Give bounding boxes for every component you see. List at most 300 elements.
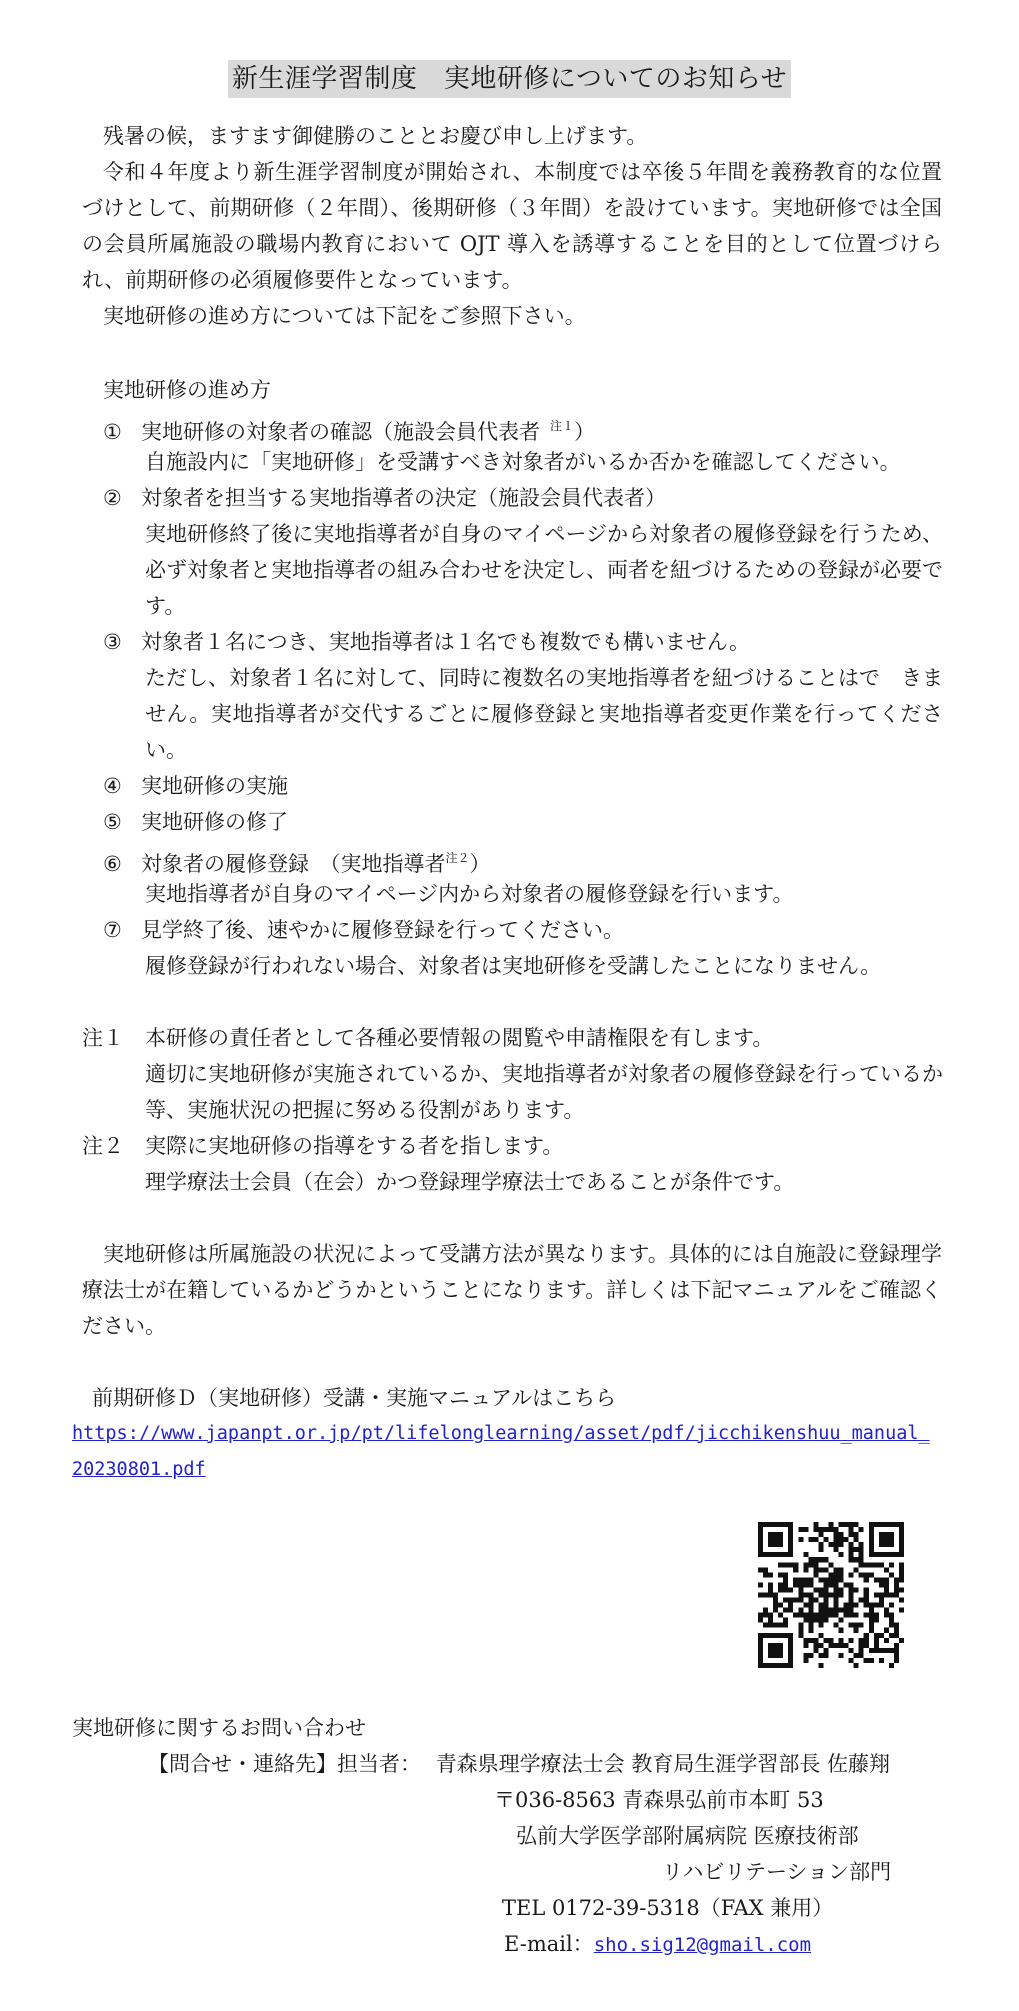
step-6-detail: 実地指導者が自身のマイページ内から対象者の履修登録を行います。 [145,882,794,906]
qr-module [758,1648,763,1653]
refer-text: 実地研修の進め方については下記をご参照下さい。 [103,304,586,328]
qr-module [818,1567,823,1572]
qr-module [834,1572,839,1577]
qr-module [788,1663,793,1668]
qr-module [813,1537,818,1542]
qr-module [768,1537,773,1542]
step-label: 実地研修の実施 [141,774,288,798]
qr-module [894,1648,899,1653]
qr-module [889,1532,894,1537]
qr-module [869,1547,874,1552]
qr-module [803,1582,808,1587]
qr-module [859,1552,864,1557]
method-paragraph: 実地研修は所属施設の状況によって受講方法が異なります。具体的には自施設に登録理学療法士が在籍しているかどうかということになります。詳しくは下記マニュアルをご確認ください。 [82,1242,942,1338]
qr-module [839,1608,844,1613]
qr-module [763,1522,768,1527]
qr-module [884,1577,889,1582]
qr-module [844,1643,849,1648]
qr-module [778,1532,783,1537]
qr-module [864,1643,869,1648]
qr-module [899,1562,904,1567]
qr-module [869,1613,874,1618]
qr-module [813,1562,818,1567]
qr-module [894,1577,899,1582]
step-label: 見学終了後、速やかに履修登録を行ってください。 [141,918,624,942]
qr-module [854,1547,859,1552]
qr-module [874,1618,879,1623]
qr-module [808,1537,813,1542]
qr-module [874,1522,879,1527]
qr-module [899,1587,904,1592]
qr-module [803,1653,808,1658]
qr-module [778,1613,783,1618]
qr-module [869,1532,874,1537]
qr-module [813,1567,818,1572]
qr-module [864,1572,869,1577]
qr-module [798,1592,803,1597]
qr-module [758,1542,763,1547]
qr-module [889,1562,894,1567]
qr-module [839,1567,844,1572]
qr-module [889,1618,894,1623]
qr-module [899,1567,904,1572]
qr-module [899,1542,904,1547]
qr-module [889,1552,894,1557]
qr-module [894,1552,899,1557]
qr-module [818,1592,823,1597]
qr-module [839,1653,844,1658]
qr-module [758,1592,763,1597]
qr-module [798,1613,803,1618]
qr-module [834,1567,839,1572]
qr-module [879,1537,884,1542]
note-label: 注２ [82,1134,124,1158]
qr-module [773,1603,778,1608]
qr-module [879,1648,884,1653]
qr-module [889,1663,894,1668]
qr-module [758,1653,763,1658]
qr-module [758,1532,763,1537]
qr-module [884,1592,889,1597]
qr-module [778,1643,783,1648]
qr-module [899,1608,904,1613]
qr-module [864,1633,869,1638]
qr-module [788,1552,793,1557]
qr-module [889,1613,894,1618]
qr-module [788,1658,793,1663]
greeting-text: 残暑の候，ますます御健勝のこととお慶び申し上げます。 [103,124,648,148]
steps-heading: 実地研修の進め方 [103,378,271,402]
qr-module [758,1537,763,1542]
step-1-detail: 自施設内に「実地研修」を受講すべき対象者がいるか否かを確認してください。 [145,450,901,474]
qr-module [808,1603,813,1608]
qr-module [758,1567,763,1572]
qr-module [849,1623,854,1628]
qr-module [849,1552,854,1557]
step-label: 実地研修の対象者の確認（施設会員代表者 [141,420,540,444]
note-1-detail: 適切に実地研修が実施されているか、実地指導者が対象者の履修登録を行っているか等、実施状況の把握に努める役割があります。 [145,1062,943,1122]
qr-code-icon[interactable] [758,1522,904,1668]
qr-module [869,1608,874,1613]
step-number: ④ [103,774,122,798]
qr-module [869,1552,874,1557]
qr-module [783,1577,788,1582]
qr-module [823,1567,828,1572]
qr-module [884,1542,889,1547]
qr-module [894,1592,899,1597]
qr-module [884,1567,889,1572]
qr-module [884,1613,889,1618]
qr-module [768,1643,773,1648]
contact-person: 青森県理学療法士会 教育局生涯学習部長 佐藤翔 [435,1752,891,1776]
qr-module [849,1532,854,1537]
qr-module [849,1598,854,1603]
qr-module [849,1603,854,1608]
qr-module [823,1537,828,1542]
qr-module [899,1577,904,1582]
step-number: ⑥ [103,852,122,876]
qr-module [849,1648,854,1653]
qr-module [758,1618,763,1623]
qr-module [778,1537,783,1542]
qr-module [879,1598,884,1603]
qr-module [884,1582,889,1587]
qr-module [758,1522,763,1527]
qr-module [874,1643,879,1648]
qr-module [879,1592,884,1597]
qr-module [879,1582,884,1587]
qr-module [778,1587,783,1592]
qr-module [773,1592,778,1597]
qr-module [763,1608,768,1613]
qr-module [869,1572,874,1577]
qr-module [884,1537,889,1542]
qr-module [869,1628,874,1633]
note-label: 注１ [82,1026,124,1050]
qr-module [884,1552,889,1557]
qr-module [889,1623,894,1628]
qr-module [899,1537,904,1542]
qr-module [803,1567,808,1572]
contact-org: 弘前大学医学部附属病院 医療技術部 [516,1824,859,1848]
qr-module [834,1587,839,1592]
qr-module [839,1643,844,1648]
qr-module [854,1587,859,1592]
step-label-close: ） [574,420,596,444]
qr-module [874,1592,879,1597]
qr-module [783,1608,788,1613]
qr-module [768,1532,773,1537]
qr-module [894,1522,899,1527]
manual-link[interactable]: https://www.japanpt.or.jp/pt/lifelonglearning/asset/pdf/jicchikenshuu_manual_20230801.pdf [72,1423,930,1480]
qr-module [798,1628,803,1633]
note-ref: 注１ [550,419,575,433]
qr-module [783,1522,788,1527]
qr-module [839,1522,844,1527]
qr-module [778,1522,783,1527]
qr-module [808,1598,813,1603]
qr-module [803,1638,808,1643]
qr-module [823,1638,828,1643]
qr-module [894,1628,899,1633]
note-2-detail: 理学療法士会員（在会）かつ登録理学療法士であることが条件です。 [145,1170,795,1194]
qr-module [778,1542,783,1547]
qr-module [808,1577,813,1582]
qr-module [879,1658,884,1663]
qr-module [899,1527,904,1532]
step-number: ⑤ [103,810,122,834]
qr-module [839,1572,844,1577]
qr-module [844,1582,849,1587]
qr-module [813,1527,818,1532]
qr-module [798,1527,803,1532]
qr-module [854,1532,859,1537]
qr-module [798,1582,803,1587]
qr-module [768,1572,773,1577]
qr-module [869,1537,874,1542]
qr-module [818,1587,823,1592]
qr-module [889,1572,894,1577]
qr-module [818,1643,823,1648]
qr-module [768,1648,773,1653]
qr-module [763,1633,768,1638]
qr-module [844,1603,849,1608]
qr-module [793,1562,798,1567]
qr-module [768,1663,773,1668]
qr-module [818,1623,823,1628]
qr-module [828,1572,833,1577]
qr-module [894,1633,899,1638]
qr-module [879,1542,884,1547]
contact-line [148,1746,890,1782]
qr-module [778,1582,783,1587]
qr-module [818,1613,823,1618]
qr-module [879,1562,884,1567]
qr-module [839,1542,844,1547]
qr-module [859,1527,864,1532]
qr-module [849,1557,854,1562]
qr-module [778,1623,783,1628]
qr-module [839,1638,844,1643]
qr-module [894,1658,899,1663]
qr-module [768,1552,773,1557]
step-number: ⑦ [103,918,122,942]
step-5 [103,804,288,840]
title-wrap [0,60,1019,98]
qr-module [788,1537,793,1542]
qr-module [839,1552,844,1557]
qr-module [828,1542,833,1547]
qr-module [788,1633,793,1638]
qr-module [849,1613,854,1618]
qr-module [798,1608,803,1613]
qr-module [854,1522,859,1527]
qr-module [834,1537,839,1542]
qr-module [879,1577,884,1582]
qr-module [808,1628,813,1633]
qr-module [773,1537,778,1542]
qr-module [849,1542,854,1547]
qr-module [844,1522,849,1527]
qr-module [818,1608,823,1613]
contact-label: 【問合せ・連絡先】担当者： [148,1752,421,1776]
qr-module [899,1638,904,1643]
qr-module [823,1603,828,1608]
qr-module [788,1648,793,1653]
qr-module [834,1623,839,1628]
qr-module [773,1542,778,1547]
qr-module [773,1532,778,1537]
contact-postal: 〒036-8563 青森県弘前市本町 53 [494,1788,824,1812]
qr-module [849,1522,854,1527]
qr-module [808,1592,813,1597]
qr-module [793,1598,798,1603]
qr-module [823,1592,828,1597]
qr-module [818,1577,823,1582]
qr-module [818,1653,823,1658]
qr-module [818,1547,823,1552]
qr-module [808,1608,813,1613]
qr-module [778,1562,783,1567]
note-text: 実際に実地研修の指導をする者を指します。 [145,1134,564,1158]
qr-module [808,1618,813,1623]
qr-module [859,1623,864,1628]
qr-module [849,1658,854,1663]
qr-module [763,1552,768,1557]
qr-module [828,1527,833,1532]
qr-module [813,1618,818,1623]
qr-module [859,1653,864,1658]
qr-module [818,1663,823,1668]
qr-module [813,1587,818,1592]
qr-module [869,1522,874,1527]
qr-module [823,1648,828,1653]
intro-body: 令和４年度より新生涯学習制度が開始され、本制度では卒後５年間を義務教育的な位置づけとして、前期研修（２年間）、後期研修（３年間）を設けています。実地研修では全国の会員所属施設の職場内教育において OJT 導入を誘導することを目的として位置づけられ、前期研修の必須履修要件となっています。 [82,160,942,292]
qr-module [864,1638,869,1643]
step-7 [103,912,624,948]
qr-module [823,1653,828,1658]
step-3-detail: ただし、対象者１名に対して、同時に複数名の実地指導者を紐づけることはで きません。実地指導者が交代するごとに履修登録と実地指導者変更作業を行ってください。 [145,666,943,762]
qr-module [788,1562,793,1567]
qr-module [778,1663,783,1668]
qr-module [823,1608,828,1613]
qr-module [849,1638,854,1643]
step-label: 対象者１名につき、実地指導者は１名でも複数でも構いません。 [141,630,750,654]
qr-module [879,1522,884,1527]
qr-module [874,1577,879,1582]
qr-module [889,1592,894,1597]
qr-module [763,1663,768,1668]
qr-module [818,1557,823,1562]
qr-module [889,1648,894,1653]
qr-module [788,1608,793,1613]
qr-module [859,1648,864,1653]
step-2-detail: 実地研修終了後に実地指導者が自身のマイページから対象者の履修登録を行うため、必ず対象者と実地指導者の組み合わせを決定し、両者を紐づけるための登録が必要です。 [145,522,943,618]
step-number: ③ [103,630,122,654]
qr-module [823,1587,828,1592]
qr-module [778,1653,783,1658]
qr-module [849,1582,854,1587]
qr-module [854,1557,859,1562]
qr-module [768,1653,773,1658]
qr-module [828,1592,833,1597]
qr-module [788,1638,793,1643]
step-label-close: ） [469,852,491,876]
qr-module [773,1552,778,1557]
step-number: ① [103,420,122,444]
qr-module [813,1613,818,1618]
qr-module [773,1633,778,1638]
qr-module [899,1552,904,1557]
qr-module [864,1562,869,1567]
qr-module [823,1527,828,1532]
qr-module [798,1633,803,1638]
email-link[interactable]: sho.sig12@gmail.com [593,1934,812,1956]
note-text: 本研修の責任者として各種必要情報の閲覧や申請権限を有します。 [145,1026,774,1050]
qr-module [783,1562,788,1567]
qr-module [813,1598,818,1603]
qr-module [798,1623,803,1628]
qr-module [839,1628,844,1633]
qr-module [803,1603,808,1608]
page-title: 新生涯学習制度 実地研修についてのお知らせ [228,60,791,98]
qr-module [758,1638,763,1643]
qr-module [884,1638,889,1643]
qr-module [834,1643,839,1648]
qr-module [818,1618,823,1623]
qr-module [783,1552,788,1557]
qr-module [854,1613,859,1618]
qr-module [773,1653,778,1658]
qr-module [758,1582,763,1587]
qr-module [763,1572,768,1577]
qr-module [763,1567,768,1572]
step-label: 対象者を担当する実地指導者の決定（施設会員代表者） [141,486,666,510]
qr-module [869,1648,874,1653]
qr-module [849,1547,854,1552]
qr-module [869,1603,874,1608]
qr-module [803,1562,808,1567]
qr-module [854,1623,859,1628]
qr-module [758,1643,763,1648]
contact-tel: TEL 0172-39-5318（FAX 兼用） [502,1896,834,1920]
qr-module [874,1613,879,1618]
qr-module [778,1648,783,1653]
qr-module [763,1613,768,1618]
manual-label: 前期研修Ｄ（実地研修）受講・実施マニュアルはこちら [92,1386,617,1410]
qr-module [869,1618,874,1623]
qr-module [818,1532,823,1537]
qr-module [803,1618,808,1623]
qr-module [813,1572,818,1577]
note-2 [82,1128,563,1164]
qr-module [808,1582,813,1587]
qr-module [894,1582,899,1587]
qr-module [818,1633,823,1638]
qr-module [839,1592,844,1597]
qr-module [783,1598,788,1603]
qr-module [823,1598,828,1603]
qr-module [834,1608,839,1613]
qr-module [839,1532,844,1537]
qr-module [788,1532,793,1537]
step-3 [103,624,750,660]
qr-module [788,1643,793,1648]
qr-module [864,1592,869,1597]
qr-module [834,1592,839,1597]
qr-module [803,1592,808,1597]
qr-module [788,1603,793,1608]
